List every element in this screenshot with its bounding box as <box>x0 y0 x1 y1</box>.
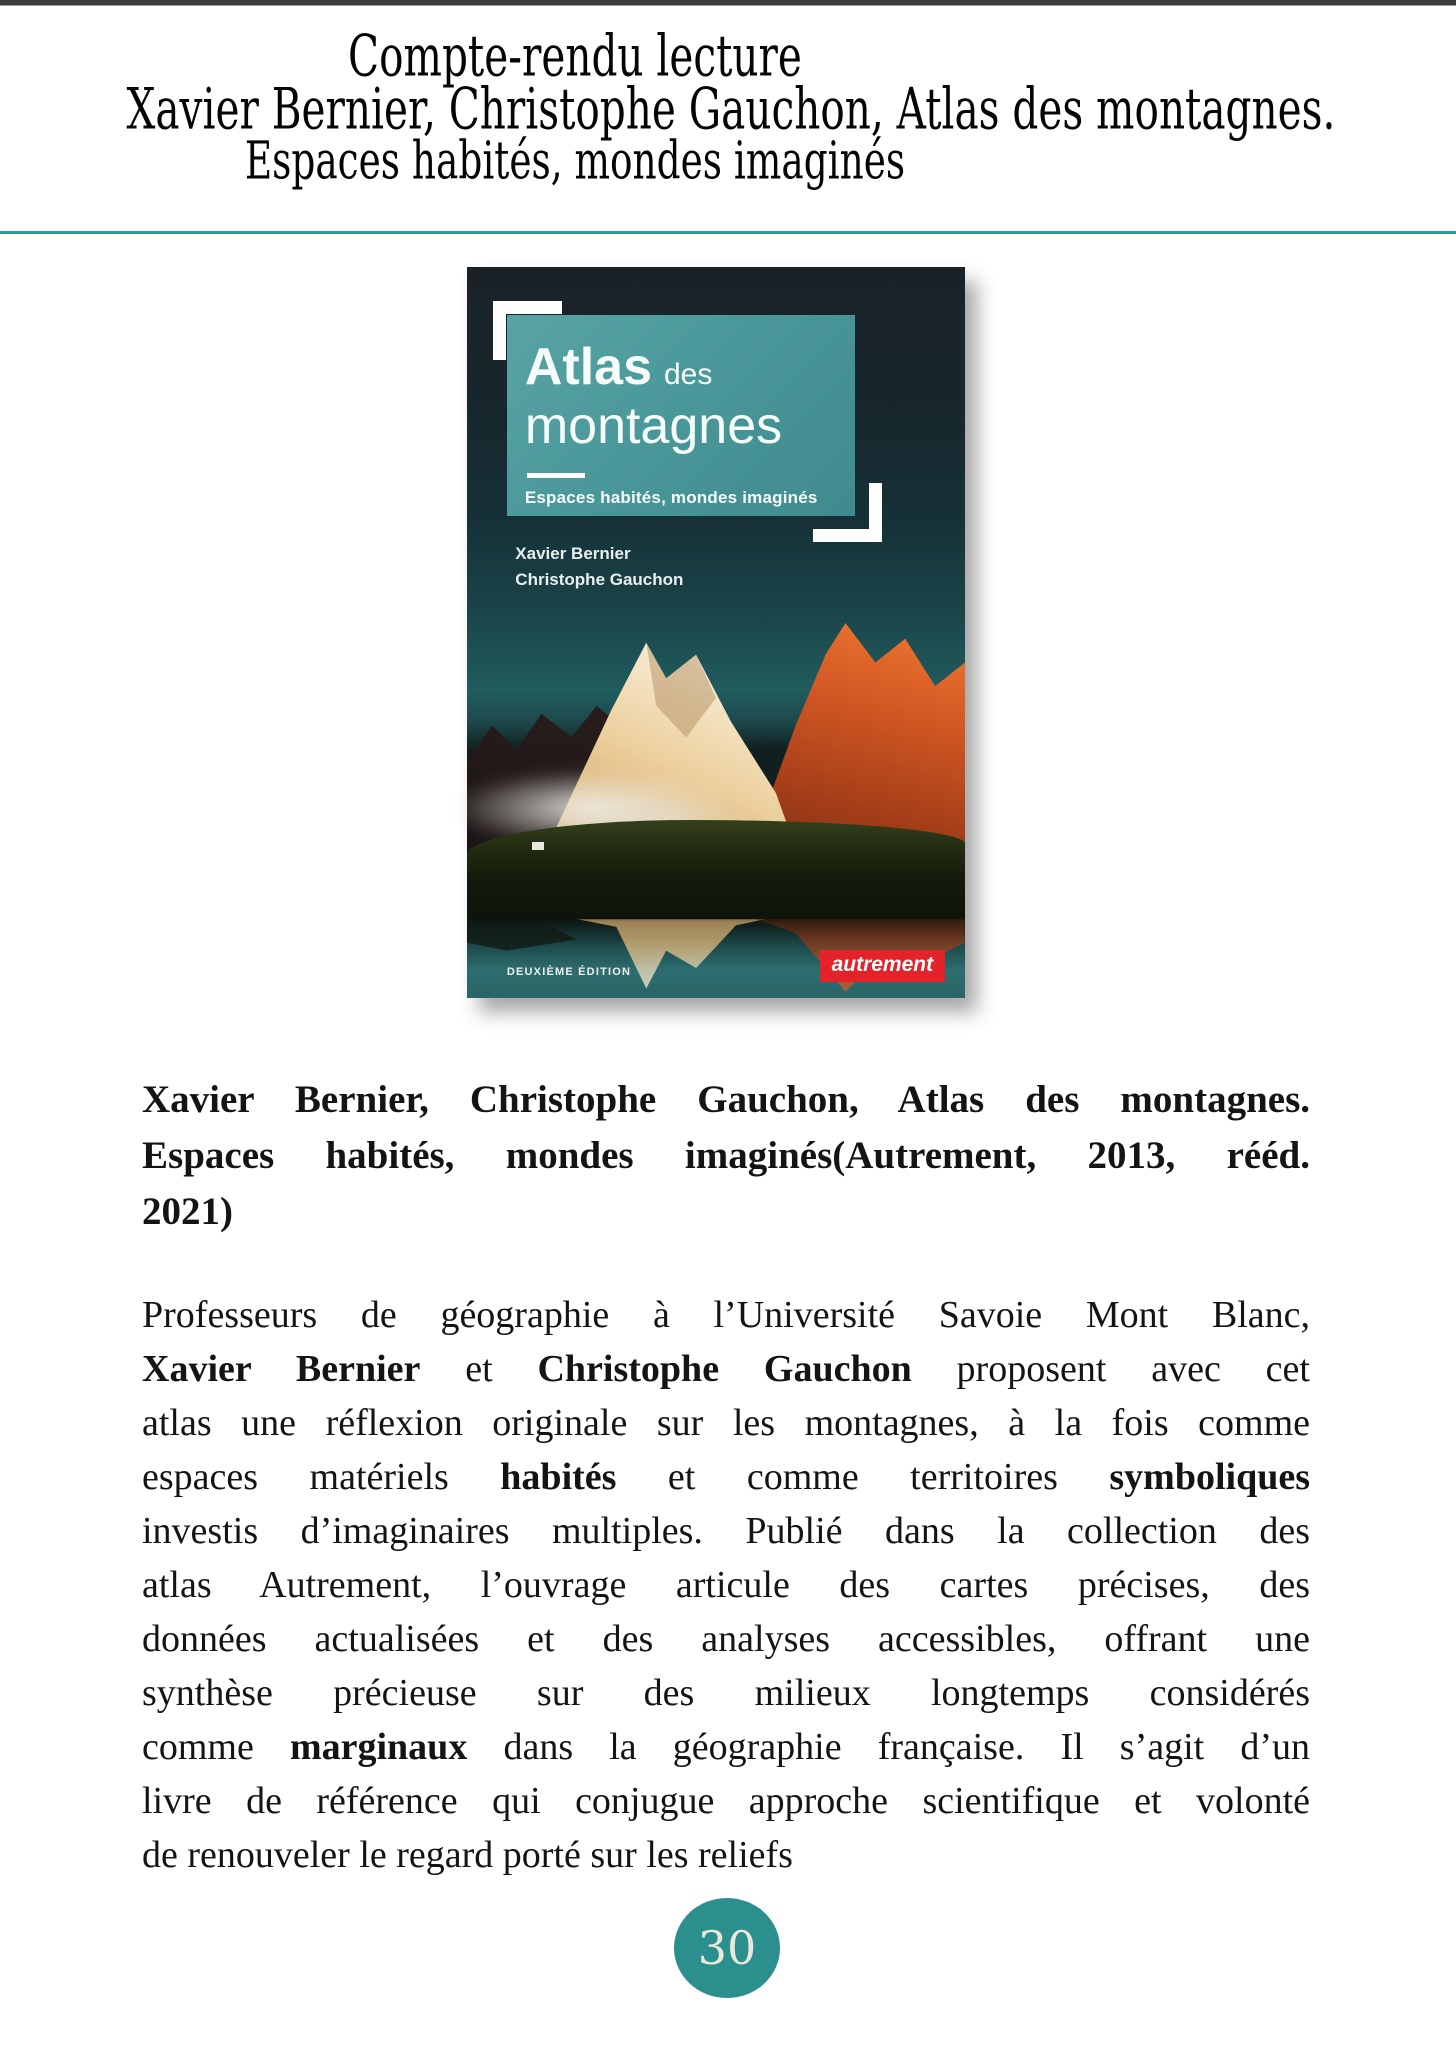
body-line: atlas Autrement, l’ouvrage articule des cartes précises, des <box>142 1564 1310 1606</box>
body-line: livre de référence qui conjugue approche scientifique et volonté <box>142 1780 1310 1822</box>
header-title: Compte-rendu lecture <box>348 24 802 90</box>
body-line: de renouveler le regard porté sur les reliefs <box>142 1834 793 1876</box>
cover-title-main: Atlas <box>524 338 652 397</box>
cover-title-box <box>507 315 856 515</box>
small-house <box>532 842 544 850</box>
window-top-edge <box>0 0 1456 6</box>
cover-title-des: des <box>663 358 713 392</box>
cover-edition-label: DEUXIÈME ÉDITION <box>506 965 632 978</box>
body-line: synthèse précieuse sur des milieux longtemps considérés <box>142 1672 1310 1714</box>
body-line: espaces matériels habités et comme territoires symboliques <box>142 1456 1310 1498</box>
body-line: Professeurs de géographie à l’Université Savoie Mont Blanc, <box>142 1294 1310 1336</box>
book-cover-image <box>467 267 965 998</box>
cover-authors <box>515 541 683 593</box>
body-line: comme marginaux dans la géographie française. Il s’agit d’un <box>142 1726 1310 1768</box>
cover-author-2: Christophe Gauchon <box>515 570 684 590</box>
dark-ground <box>467 872 965 923</box>
mountain-photo <box>467 603 965 998</box>
body-paragraph <box>142 1288 1310 1882</box>
cover-title-underline <box>527 473 585 478</box>
body-line: données actualisées et des analyses accessibles, offrant une <box>142 1618 1310 1660</box>
header-divider <box>0 231 1456 234</box>
citation-line: Xavier Bernier, Christophe Gauchon, Atlas des montagnes. <box>142 1078 1310 1121</box>
body-line: Xavier Bernier et Christophe Gauchon proposent avec cet <box>142 1348 1310 1390</box>
body-line: investis d’imaginaires multiples. Publié dans la collection des <box>142 1510 1310 1552</box>
cover-title-line2: montagnes <box>524 397 783 456</box>
page-number: 30 <box>697 1921 757 1975</box>
citation-line: Espaces habités, mondes imaginés(Autrement, 2013, rééd. <box>142 1134 1310 1177</box>
cover-title-line1 <box>525 339 856 395</box>
cover-subtitle: Espaces habités, mondes imaginés <box>524 488 818 508</box>
citation-line: 2021) <box>142 1190 233 1233</box>
body-line: atlas une réflexion originale sur les montagnes, à la fois comme <box>142 1402 1310 1444</box>
publisher-logo: autrement <box>820 950 946 982</box>
cover-author-1: Xavier Bernier <box>515 544 631 564</box>
page-header <box>0 24 1336 192</box>
header-subtitle-authors: Xavier Bernier, Christophe Gauchon, Atlas des montagnes. <box>126 77 1336 143</box>
citation-paragraph <box>142 1072 1310 1240</box>
header-subtitle-2: Espaces habités, mondes imaginés <box>244 130 906 192</box>
page-number-badge <box>674 1898 780 1998</box>
